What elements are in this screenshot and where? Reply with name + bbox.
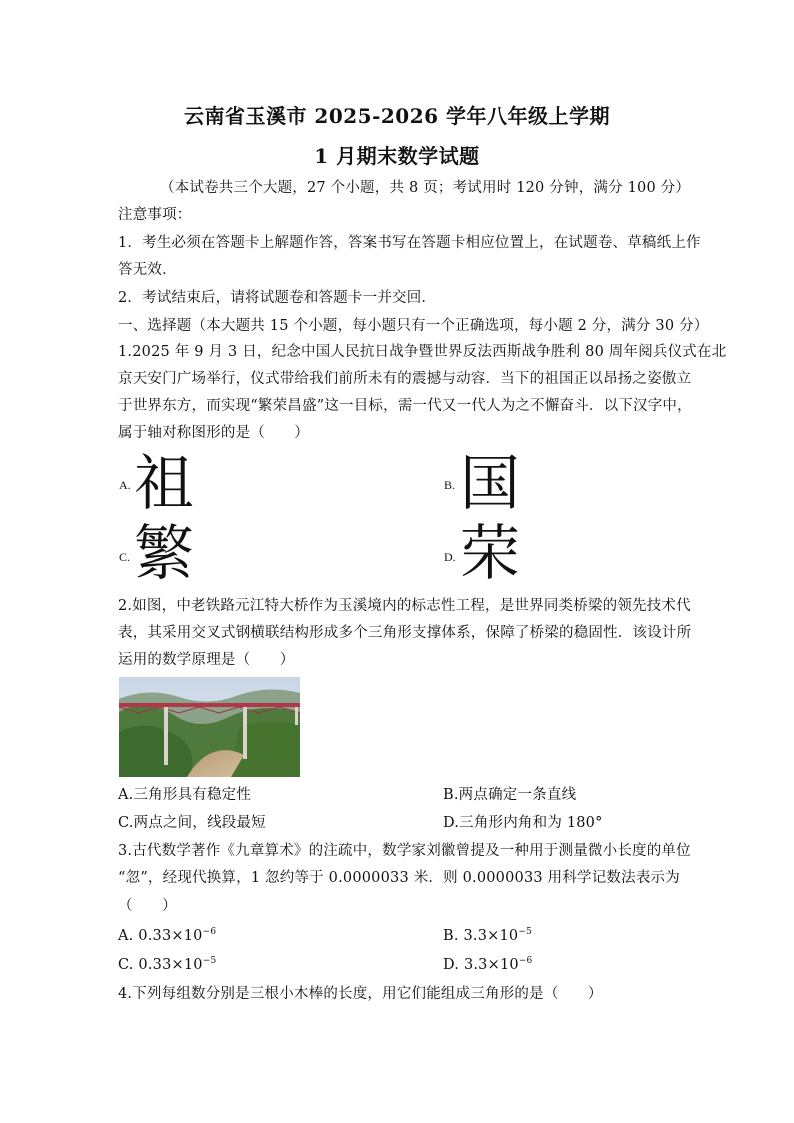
q1-option-c-label: C. bbox=[119, 550, 131, 564]
q3-option-d-label: D. bbox=[443, 957, 460, 973]
q2-text-line3: 运用的数学原理是（ ） bbox=[118, 652, 295, 668]
q3-option-c-exponent: −5 bbox=[202, 956, 217, 967]
q1-option-c-char: 繁 bbox=[134, 519, 194, 589]
bridge-photo bbox=[119, 677, 300, 777]
q2-option-d: D.三角形内角和为 180° bbox=[443, 815, 603, 831]
q1-option-b-char: 国 bbox=[460, 449, 520, 519]
q1-option-a-char: 祖 bbox=[134, 449, 194, 519]
q3-option-b-exponent: −5 bbox=[518, 927, 533, 938]
q3-option-d-mantissa: 3.3×10 bbox=[463, 957, 519, 973]
q2-text-line2: 表，其采用交叉式钢横联结构形成多个三角形支撑体系，保障了桥梁的稳固性．该设计所 bbox=[118, 625, 692, 641]
q3-option-b bbox=[443, 926, 532, 946]
q3-option-b-mantissa: 3.3×10 bbox=[463, 928, 519, 944]
notice-heading: 注意事项： bbox=[118, 207, 192, 223]
notice-item-1: 1．考生必须在答题卡上解题作答，答案书写在答题卡相应位置上，在试题卷、草稿纸上作 bbox=[118, 235, 701, 251]
bridge-illustration bbox=[119, 677, 300, 777]
q2-option-c: C.两点之间，线段最短 bbox=[118, 815, 266, 831]
q1-text-line1: 1.2025 年 9 月 3 日，纪念中国人民抗日战争暨世界反法西斯战争胜利 80 周年阅兵仪式在北 bbox=[118, 344, 727, 360]
q3-option-c-label: C. bbox=[118, 957, 134, 973]
q3-option-d bbox=[443, 955, 532, 975]
notice-item-2: 2．考试结束后，请将试题卷和答题卡一并交回． bbox=[118, 290, 437, 306]
exam-title-line2: 1 月期末数学试题 bbox=[314, 144, 480, 168]
q3-text-line3: （ ） bbox=[118, 898, 177, 914]
q3-text-line2: “忽”，经现代换算，1 忽约等于 0.0000033 米．则 0.0000033 用科学记数法表示为 bbox=[118, 870, 680, 886]
q2-option-a: A.三角形具有稳定性 bbox=[118, 787, 252, 803]
q3-option-c-mantissa: 0.33×10 bbox=[138, 957, 203, 973]
q1-option-b-label: B. bbox=[444, 478, 456, 492]
exam-intro: （本试卷共三个大题，27 个小题，共 8 页；考试用时 120 分钟，满分 100 分） bbox=[160, 180, 691, 196]
q1-option-a-label: A. bbox=[119, 478, 131, 492]
q3-option-c bbox=[118, 955, 216, 975]
q2-option-b: B.两点确定一条直线 bbox=[443, 787, 577, 803]
notice-item-1-cont: 答无效． bbox=[118, 262, 177, 278]
q3-option-b-label: B. bbox=[443, 928, 459, 944]
q3-option-d-exponent: −6 bbox=[518, 956, 533, 967]
q1-text-line4: 属于轴对称图形的是（ ） bbox=[118, 425, 310, 441]
section-1-heading: 一、选择题（本大题共 15 个小题，每小题只有一个正确选项，每小题 2 分，满分 30 分） bbox=[118, 318, 709, 334]
q1-option-d-label: D. bbox=[444, 550, 456, 564]
q3-option-a-label: A. bbox=[118, 928, 134, 944]
q1-text-line3: 于世界东方，而实现“繁荣昌盛”这一目标，需一代又一代人为之不懈奋斗．以下汉字中， bbox=[118, 398, 692, 414]
q2-text-line1: 2.如图，中老铁路元江特大桥作为玉溪境内的标志性工程，是世界同类桥梁的领先技术代 bbox=[118, 598, 691, 614]
q3-option-a-mantissa: 0.33×10 bbox=[138, 928, 203, 944]
q1-text-line2: 京天安门广场举行，仪式带给我们前所未有的震撼与动容．当下的祖国正以昂扬之姿傲立 bbox=[118, 371, 692, 387]
q1-option-d-char: 荣 bbox=[460, 519, 520, 589]
exam-title-line1: 云南省玉溪市 2025-2026 学年八年级上学期 bbox=[183, 104, 611, 128]
q4-text-line1: 4.下列每组数分别是三根小木棒的长度，用它们能组成三角形的是（ ） bbox=[118, 986, 603, 1002]
q3-option-a-exponent: −6 bbox=[202, 927, 217, 938]
q3-option-a bbox=[118, 926, 216, 946]
q3-text-line1: 3.古代数学著作《九章算术》的注疏中，数学家刘徽曾提及一种用于测量微小长度的单位 bbox=[118, 843, 691, 859]
